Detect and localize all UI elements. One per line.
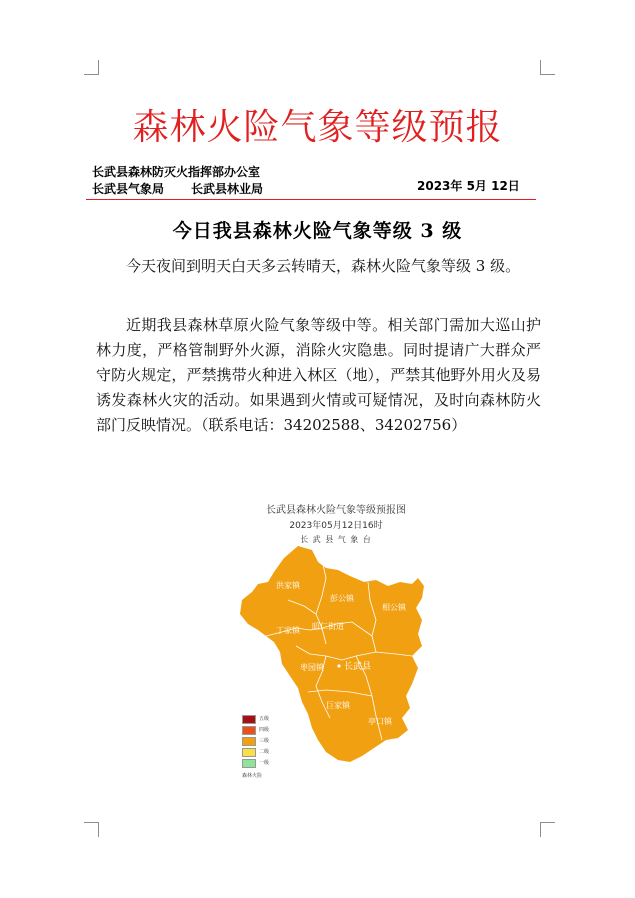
map-title: 长武县森林火险气象等级预报图 (266, 505, 406, 516)
issue-date: 2023年 5月 12日 (417, 179, 520, 193)
county-seat-marker (337, 664, 340, 667)
legend-swatch-level-2 (242, 748, 256, 757)
map-org: 长 武 县 气 象 台 (300, 535, 372, 544)
crop-mark-top-right (540, 60, 555, 75)
county-label: 长武县 (344, 662, 372, 672)
paragraph-forecast: 今天夜间到明天白天多云转晴天，森林火险气象等级 3 级。 (126, 257, 521, 275)
legend-title: 森林火险 (242, 773, 263, 779)
issuer-forestry-bureau: 长武县林业局 (191, 182, 264, 196)
crop-mark-top-left (84, 60, 99, 75)
legend-swatch-level-5 (242, 715, 256, 724)
town-label-xianggong: 相公镇 (382, 603, 406, 612)
town-label-dingjia: 丁家镇 (276, 626, 300, 635)
town-label-zaoyuan: 枣园镇 (300, 663, 324, 672)
legend-swatch-level-3 (242, 737, 256, 746)
header-divider (86, 199, 536, 200)
town-label-penggong: 彭公镇 (330, 594, 354, 603)
legend-label-level-3: 三级 (259, 738, 270, 744)
crop-mark-bottom-left (84, 822, 99, 837)
forecast-map (226, 496, 446, 786)
legend-label-level-1: 一级 (259, 760, 270, 766)
legend-item-level-4 (242, 725, 272, 736)
main-title: 森林火险气象等级预报 (132, 107, 503, 148)
town-label-jujia: 巨家镇 (326, 701, 350, 710)
legend-label-level-4: 四级 (259, 727, 270, 733)
legend-swatch-level-4 (242, 726, 256, 735)
issuer-meteorological-bureau: 长武县气象局 (92, 182, 165, 196)
subtitle: 今日我县森林火险气象等级 3 级 (172, 220, 463, 242)
legend-item-level-2 (242, 747, 272, 758)
legend-item-level-1 (242, 758, 272, 769)
town-label-zhaoren: 昭仁街道 (312, 622, 344, 631)
issuer-line-1: 长武县森林防灭火指挥部办公室 (92, 165, 261, 179)
crop-mark-bottom-right (540, 822, 555, 837)
map-time: 2023年05月12日16时 (289, 521, 383, 531)
legend-label-level-5: 五级 (259, 716, 270, 722)
legend-swatch-level-1 (242, 759, 256, 768)
legend-item-level-5 (242, 714, 272, 725)
legend-label-level-2: 二级 (259, 749, 270, 755)
map-legend (242, 714, 272, 779)
town-label-hongjia: 洪家镇 (276, 581, 300, 590)
town-label-tingkou: 亭口镇 (368, 717, 392, 726)
paragraph-advice: 近期我县森林草原火险气象等级中等。相关部门需加大巡山护林力度，严格管制野外火源，消除火灾隐患。同时提请广大群众严守防火规定，严禁携带火种进入林区（地），严禁其他野外用火及易诱发森林火灾的活动。如果遇到火情或可疑情况，及时向森林防火部门反映情况。（联系电话：34202588、34202756） (96, 316, 541, 434)
legend-item-level-3 (242, 736, 272, 747)
